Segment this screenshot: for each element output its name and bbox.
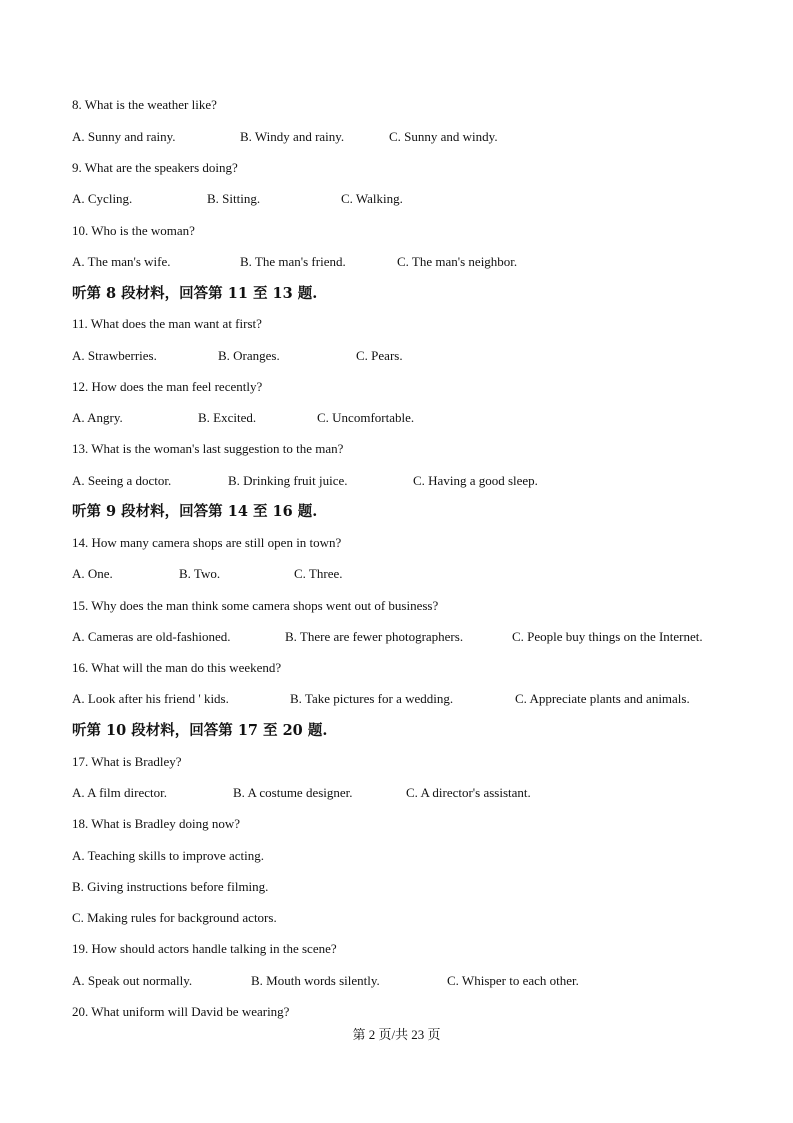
question-14-option-b: B. Two. bbox=[179, 566, 221, 581]
section-heading-10: 听第 10 段材料，回答第 17 至 20 题. bbox=[72, 722, 328, 739]
question-10-option-c: C. The man's neighbor. bbox=[397, 254, 518, 269]
question-11-option-a: A. Strawberries. bbox=[72, 348, 157, 363]
question-13-option-a: A. Seeing a doctor. bbox=[72, 473, 172, 488]
question-9-option-c: C. Walking. bbox=[341, 191, 403, 206]
question-8-option-c: C. Sunny and windy. bbox=[389, 129, 498, 144]
question-20: 20. What uniform will David be wearing? bbox=[72, 1004, 290, 1019]
section-heading-9: 听第 9 段材料，回答第 14 至 16 题. bbox=[72, 503, 318, 520]
question-13-option-c: C. Having a good sleep. bbox=[413, 473, 538, 488]
question-8-option-a: A. Sunny and rainy. bbox=[72, 129, 176, 144]
question-11-option-c: C. Pears. bbox=[356, 348, 403, 363]
question-12-option-b: B. Excited. bbox=[198, 410, 257, 425]
question-18: 18. What is Bradley doing now? bbox=[72, 816, 241, 831]
question-14: 14. How many camera shops are still open in town? bbox=[72, 535, 342, 550]
question-16-option-c: C. Appreciate plants and animals. bbox=[515, 691, 690, 706]
question-18-option-c: C. Making rules for background actors. bbox=[72, 910, 277, 925]
question-9-option-a: A. Cycling. bbox=[72, 191, 133, 206]
question-8-option-b: B. Windy and rainy. bbox=[240, 129, 345, 144]
question-17: 17. What is Bradley? bbox=[72, 754, 182, 769]
question-19: 19. How should actors handle talking in the scene? bbox=[72, 941, 337, 956]
question-9-option-b: B. Sitting. bbox=[207, 191, 261, 206]
question-17-option-c: C. A director's assistant. bbox=[406, 785, 531, 800]
question-9: 9. What are the speakers doing? bbox=[72, 160, 238, 175]
question-17-option-a: A. A film director. bbox=[72, 785, 167, 800]
question-19-option-c: C. Whisper to each other. bbox=[447, 973, 579, 988]
question-16: 16. What will the man do this weekend? bbox=[72, 660, 282, 675]
question-14-option-a: A. One. bbox=[72, 566, 113, 581]
section-heading-8: 听第 8 段材料，回答第 11 至 13 题. bbox=[72, 285, 318, 302]
question-12: 12. How does the man feel recently? bbox=[72, 379, 263, 394]
question-10-option-a: A. The man's wife. bbox=[72, 254, 171, 269]
question-15-option-c: C. People buy things on the Internet. bbox=[512, 629, 703, 644]
question-11-option-b: B. Oranges. bbox=[218, 348, 280, 363]
question-18-option-b: B. Giving instructions before filming. bbox=[72, 879, 269, 894]
question-19-option-a: A. Speak out normally. bbox=[72, 973, 193, 988]
question-10: 10. Who is the woman? bbox=[72, 223, 195, 238]
question-16-option-a: A. Look after his friend ' kids. bbox=[72, 691, 229, 706]
question-14-option-c: C. Three. bbox=[294, 566, 343, 581]
question-11: 11. What does the man want at first? bbox=[72, 316, 262, 331]
question-16-option-b: B. Take pictures for a wedding. bbox=[290, 691, 454, 706]
question-19-option-b: B. Mouth words silently. bbox=[251, 973, 380, 988]
question-12-option-a: A. Angry. bbox=[72, 410, 123, 425]
question-12-option-c: C. Uncomfortable. bbox=[317, 410, 415, 425]
question-8: 8. What is the weather like? bbox=[72, 97, 217, 112]
question-17-option-b: B. A costume designer. bbox=[233, 785, 353, 800]
question-15: 15. Why does the man think some camera shops went out of business? bbox=[72, 598, 439, 613]
page-number-footer: 第 2 页/共 23 页 bbox=[352, 1027, 441, 1042]
question-18-option-a: A. Teaching skills to improve acting. bbox=[72, 848, 265, 863]
question-15-option-a: A. Cameras are old-fashioned. bbox=[72, 629, 231, 644]
question-13-option-b: B. Drinking fruit juice. bbox=[228, 473, 348, 488]
question-15-option-b: B. There are fewer photographers. bbox=[285, 629, 464, 644]
question-13: 13. What is the woman's last suggestion to the man? bbox=[72, 441, 344, 456]
question-10-option-b: B. The man's friend. bbox=[240, 254, 346, 269]
